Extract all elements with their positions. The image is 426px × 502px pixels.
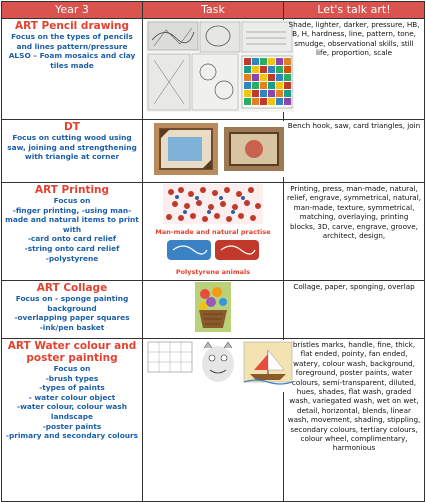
- subject-cell: [2, 120, 143, 183]
- subject-cell: [2, 339, 143, 502]
- focus-text: Focus on - sponge painting background -overlapping paper squares -ink/pen basket: [14, 294, 130, 332]
- focus-text: Focus on -finger printing, -using man-made and natural items to print with -card onto card relief -string onto card relief -polystyrene: [5, 196, 139, 263]
- subject-cell: [2, 281, 143, 339]
- header-year: Year 3: [2, 2, 143, 19]
- subject-title: ART Water colour and poster painting: [7, 340, 137, 364]
- header-vocab: Let's talk art!: [284, 2, 425, 19]
- collage-basket-photo: [195, 282, 231, 332]
- subject-cell: [2, 183, 143, 281]
- focus-text: Focus on -brush types -types of paints - water colour object -water colour, colour wash landscape -poster paints -primary and secondary colours: [5, 364, 139, 441]
- header-row: [2, 2, 425, 19]
- printing-caption-2: Polystyrene animals: [175, 268, 251, 276]
- vocab-cell: Shade, lighter, darker, pressure, HB, B, H, hardness, line, pattern, tone, smudge, observational skills, still life, proportion, scale: [284, 19, 425, 120]
- finger-print-photo: [163, 184, 263, 224]
- vocab-cell: Printing, press, man-made, natural, relief, engrave, symmetrical, natural, man-made, texture, symmetrical, matching, overlaying, printing blocks, 3D, carve, engrave, groove, architect, design,: [284, 183, 425, 281]
- table-row: [2, 339, 425, 502]
- subject-title: ART Pencil drawing: [15, 20, 129, 32]
- task-cell: [143, 281, 284, 339]
- curriculum-table: [1, 1, 425, 502]
- printing-caption-1: Man-made and natural practise: [155, 228, 271, 236]
- focus-text: Focus on cutting wood using saw, joining and strengthening with triangle at corner: [7, 133, 137, 162]
- pencil-drawings-photo: [146, 20, 294, 112]
- water-colour-photos: [146, 340, 294, 392]
- table-row: [2, 120, 425, 183]
- table-row: [2, 281, 425, 339]
- focus-text: Focus on the types of pencils and lines pattern/pressure ALSO – Foam mosaics and clay tiles made: [8, 32, 136, 70]
- subject-cell: [2, 19, 143, 120]
- polystyrene-print-photo: [163, 236, 263, 264]
- vocab-cell: Collage, paper, sponging, overlap: [284, 281, 425, 339]
- vocab-cell: bristles marks, handle, fine, thick, flat ended, pointy, fan ended, watery, colour wash, background, foreground, poster paints, water colours, semi-transparent, diluted, hues, shades, flat wash, graded wash, variegated wash, wet on wet, detail, horizontal, blends, linear wash, movement, shading, stippling, secondary colours, tertiary colours, colour wheel, complimentary, harmonious: [284, 339, 425, 502]
- task-cell: [143, 120, 284, 183]
- subject-title: ART Collage: [36, 282, 108, 294]
- header-task: Task: [143, 2, 284, 19]
- vocab-cell: Bench hook, saw, card triangles, join: [284, 120, 425, 183]
- task-cell: [143, 183, 284, 281]
- wood-frames-photo: [146, 121, 294, 177]
- task-cell: [143, 19, 284, 120]
- table-row: [2, 183, 425, 281]
- subject-title: DT: [64, 121, 80, 133]
- subject-title: ART Printing: [34, 184, 110, 196]
- table-row: [2, 19, 425, 120]
- task-cell: [143, 339, 284, 502]
